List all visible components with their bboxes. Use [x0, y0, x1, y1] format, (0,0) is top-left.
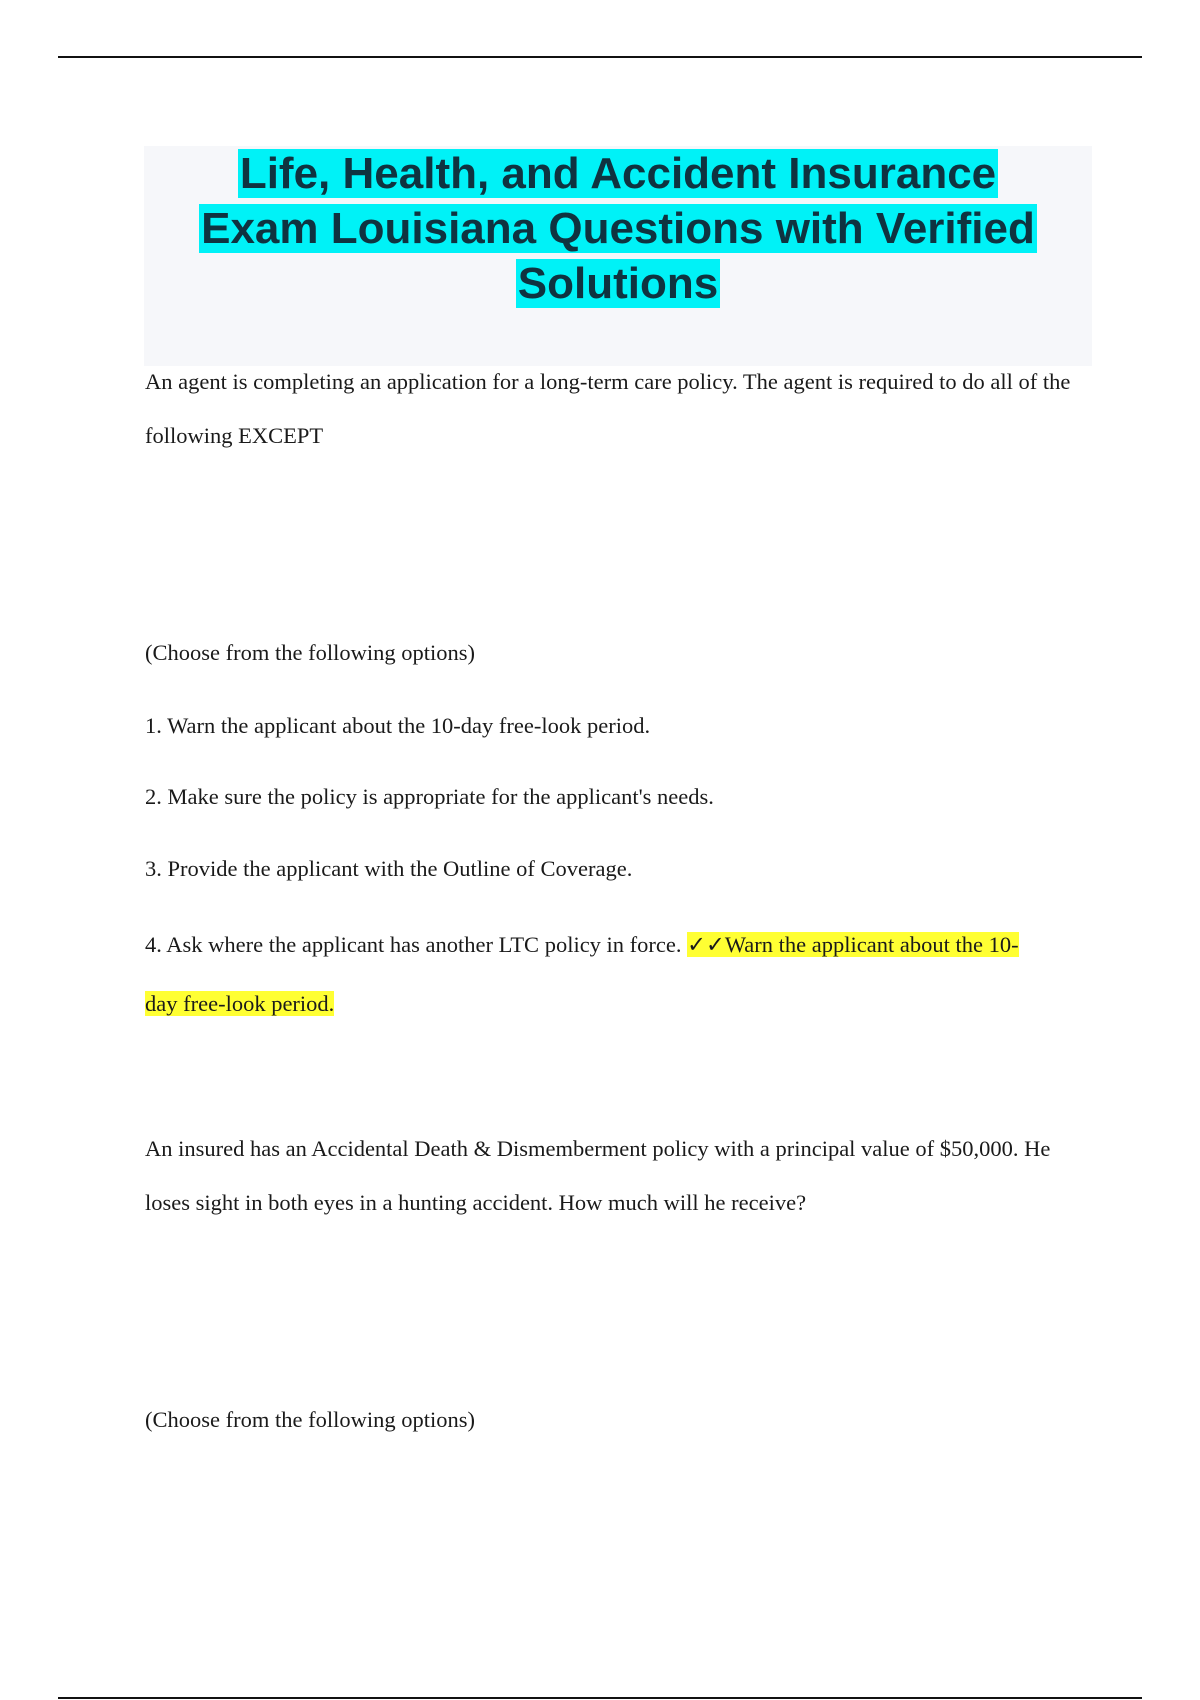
question-2-choose-label: (Choose from the following options) — [145, 1407, 475, 1432]
title-line-3: Solutions — [517, 259, 719, 308]
check-icon: ✓✓ — [687, 932, 725, 957]
question-1-choose-label: (Choose from the following options) — [145, 640, 475, 665]
question-1-answer-part-2: day free-look period. — [145, 991, 335, 1016]
question-1-prompt: An agent is completing an application for a long-term care policy. The agent is required to do all of the following EXCEPT — [145, 369, 1071, 448]
question-1-option-4-line — [145, 930, 1019, 960]
document-title — [144, 146, 1092, 311]
question-1-answer-line-2 — [145, 989, 334, 1019]
question-1-option-4: 4. Ask where the applicant has another LTC policy in force. — [145, 932, 682, 957]
question-1-option-1: 1. Warn the applicant about the 10-day free-look period. — [145, 713, 651, 738]
question-1-answer-highlight — [687, 932, 1018, 957]
title-line-1: Life, Health, and Accident Insurance — [239, 149, 997, 198]
bottom-rule — [58, 1697, 1142, 1699]
question-2-prompt: An insured has an Accidental Death & Dismemberment policy with a principal value of $50,000. He loses sight in both eyes in a hunting accident. How much will he receive? — [145, 1136, 1051, 1215]
question-1-option-2: 2. Make sure the policy is appropriate for the applicant's needs. — [145, 784, 714, 809]
question-1-option-3: 3. Provide the applicant with the Outline of Coverage. — [145, 856, 633, 881]
title-line-2: Exam Louisiana Questions with Verified — [201, 204, 1035, 253]
top-rule — [58, 56, 1142, 58]
question-1-answer-part-1: Warn the applicant about the 10- — [724, 932, 1019, 957]
